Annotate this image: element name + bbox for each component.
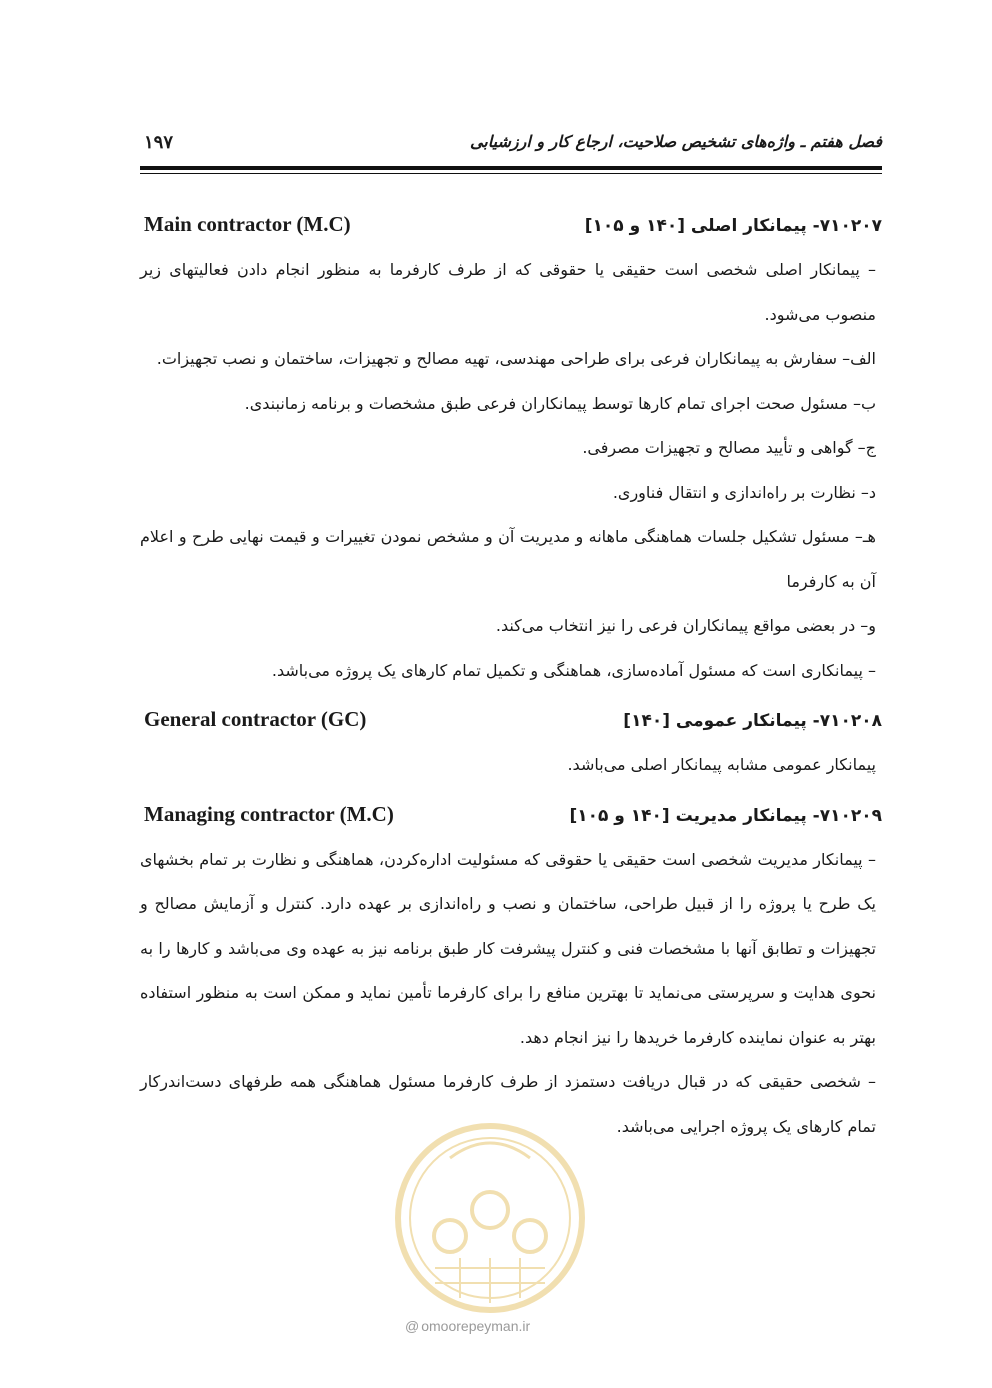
entry-heading bbox=[140, 798, 882, 838]
header-rule-thick bbox=[140, 166, 882, 170]
paragraph: ب– مسئول صحت اجرای تمام کارها توسط پیمانکاران فرعی طبق مشخصات و برنامه زمانبندی. bbox=[244, 393, 876, 413]
paragraph: پیمانکار عمومی مشابه پیمانکار اصلی می‌باشد. bbox=[567, 755, 876, 774]
header-rule-thin bbox=[140, 173, 882, 174]
at-icon: @ bbox=[405, 1318, 420, 1334]
chapter-title: فصل هفتم ـ واژه‌های تشخیص صلاحیت، ارجاع کار و ارزشیابی bbox=[469, 132, 882, 151]
paragraph: و– در بعضی مواقع پیمانکاران فرعی را نیز انتخاب می‌کند. bbox=[495, 616, 876, 635]
entry-managing-contractor bbox=[140, 798, 882, 1150]
entry-heading-fa: ۷۱۰۲۰۸- پیمانکار عمومی [۱۴۰] bbox=[623, 711, 882, 731]
entry-heading bbox=[140, 208, 882, 248]
paragraph: – شخصی حقیقی که در قبال دریافت دستمزد از طرف کارفرما مسئول هماهنگی همه طرفهای دست‌اندرکار تمام کارهای یک پروژه اجرایی می‌باشد. bbox=[140, 1072, 876, 1136]
watermark-site-text: omoorepeyman.ir bbox=[421, 1318, 531, 1334]
watermark-logo bbox=[390, 1118, 590, 1318]
page-content bbox=[140, 208, 882, 1159]
paragraph: – پیمانکار مدیریت شخصی است حقیقی یا حقوقی که مسئولیت اداره‌کردن، هماهنگی و نظارت بر تمام بخشهای یک طرح یا پروژه را از قبیل طراحی، ساختمان و نصب و راه‌اندازی بر عهده دارد. کنترل و آزمایش مصالح و تجهیزات و تطابق آنها با مشخصات فنی و کنترل پیشرفت کار طبق برنامه نیز به عهده وی می‌باشد و کارها را به نحوی هدایت و سرپرستی می‌نماید تا بهترین منافع را برای کارفرما تأمین نماید و ممکن است به منظور استفاده بهتر به عنوان نماینده کارفرما خریدها را نیز انجام دهد. bbox=[140, 849, 876, 1047]
page-header bbox=[140, 124, 882, 164]
entry-heading-fa: ۷۱۰۲۰۹- پیمانکار مدیریت [۱۴۰ و ۱۰۵] bbox=[569, 805, 882, 826]
entry-heading-en: General contractor (GC) bbox=[144, 707, 367, 731]
gear-emblem-icon bbox=[390, 1118, 590, 1318]
paragraph: هـ– مسئول تشکیل جلسات هماهنگی ماهانه و مدیریت آن و مشخص نمودن تغییرات و قیمت نهایی طرح و اعلام آن به کارفرما bbox=[140, 527, 876, 591]
paragraph: ج– گواهی و تأیید مصالح و تجهیزات مصرفی. bbox=[582, 438, 876, 457]
paragraph: – پیمانکار اصلی شخصی است حقیقی یا حقوقی که از طرف کارفرما به منظور انجام دادن فعالیتهای زیر منصوب می‌شود. bbox=[140, 260, 876, 324]
entry-heading-en: Main contractor (M.C) bbox=[144, 212, 351, 236]
entry-heading bbox=[140, 703, 882, 743]
entry-heading-fa: ۷۱۰۲۰۷- پیمانکار اصلی [۱۴۰ و ۱۰۵] bbox=[584, 216, 882, 236]
watermark-site bbox=[405, 1318, 530, 1334]
paragraph: الف– سفارش به پیمانکاران فرعی برای طراحی مهندسی، تهیه مصالح و تجهیزات، ساختمان و نصب تجهیزات. bbox=[156, 349, 876, 368]
paragraph: د– نظارت بر راه‌اندازی و انتقال فناوری. bbox=[612, 482, 876, 502]
paragraph: – پیمانکاری است که مسئول آماده‌سازی، هماهنگی و تکمیل تمام کارهای یک پروژه می‌باشد. bbox=[271, 660, 876, 680]
page-number: ۱۹۷ bbox=[144, 132, 174, 153]
entry-heading-en: Managing contractor (M.C) bbox=[144, 801, 394, 826]
entry-general-contractor bbox=[140, 703, 882, 788]
entry-main-contractor bbox=[140, 208, 882, 693]
